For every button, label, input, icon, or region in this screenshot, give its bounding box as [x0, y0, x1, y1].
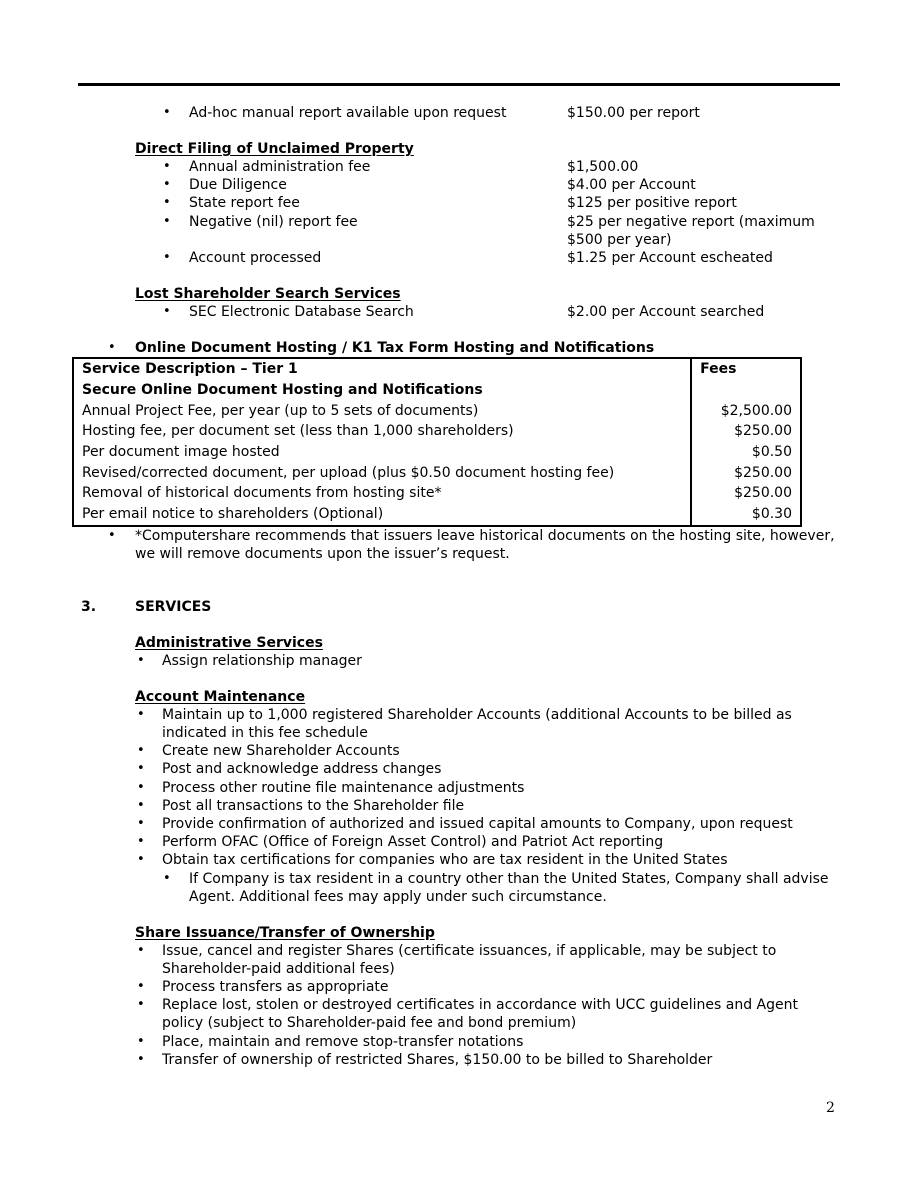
bullet-icon: • — [137, 979, 145, 994]
service-cell: Per email notice to shareholders (Optional) — [73, 504, 691, 526]
table-subheading-row — [73, 380, 801, 401]
bullet-icon: • — [137, 834, 145, 849]
bullet-icon: • — [108, 528, 116, 543]
page-number: 2 — [826, 1100, 835, 1116]
share-issuance-heading: Share Issuance/Transfer of Ownership — [135, 925, 435, 941]
bullet-icon: • — [137, 743, 145, 758]
admin-services-heading: Administrative Services — [135, 635, 323, 651]
account-item: Process other routine file maintenance adjustments — [162, 780, 525, 796]
fee-cell: $250.00 — [734, 423, 792, 440]
lost-shareholder-item-label: SEC Electronic Database Search — [189, 304, 414, 320]
account-item: Create new Shareholder Accounts — [162, 743, 400, 759]
bullet-icon: • — [137, 943, 145, 958]
bullet-icon: • — [163, 195, 171, 210]
direct-filing-item-label: Negative (nil) report fee — [189, 214, 358, 230]
share-item: Place, maintain and remove stop-transfer notations — [162, 1034, 524, 1050]
bullet-icon: • — [137, 761, 145, 776]
bullet-icon: • — [163, 250, 171, 265]
account-item: Obtain tax certifications for companies who are tax resident in the United States — [162, 852, 728, 868]
account-item: Provide confirmation of authorized and issued capital amounts to Company, upon request — [162, 816, 793, 832]
direct-filing-item-price: $125 per positive report — [567, 195, 737, 211]
table-subheading: Secure Online Document Hosting and Notifications — [73, 380, 691, 401]
section-number: 3. — [81, 599, 97, 615]
direct-filing-item-price: $1.25 per Account escheated — [567, 250, 773, 266]
bullet-icon: • — [163, 304, 171, 319]
account-maintenance-heading: Account Maintenance — [135, 689, 306, 705]
direct-filing-item-label: Account processed — [189, 250, 322, 266]
bullet-icon: • — [137, 997, 145, 1012]
hosting-footnote: *Computershare recommends that issuers leave historical documents on the hosting site, however, we will remove documents upon the issuer’s request. — [135, 528, 835, 562]
bullet-icon: • — [163, 871, 171, 886]
bullet-icon: • — [137, 798, 145, 813]
bullet-icon: • — [137, 1034, 145, 1049]
table-header-row — [73, 358, 801, 380]
admin-item: Assign relationship manager — [162, 653, 362, 669]
service-cell: Annual Project Fee, per year (up to 5 sets of documents) — [73, 400, 691, 421]
bullet-icon: • — [163, 105, 171, 120]
hosting-heading: Online Document Hosting / K1 Tax Form Hosting and Notifications — [135, 340, 655, 356]
bullet-icon: • — [137, 653, 145, 668]
bullet-icon: • — [163, 177, 171, 192]
direct-filing-item-price: $1,500.00 — [567, 159, 639, 175]
bullet-icon: • — [163, 214, 171, 229]
direct-filing-heading: Direct Filing of Unclaimed Property — [135, 141, 414, 157]
fee-cell: $2,500.00 — [720, 402, 792, 419]
service-cell: Revised/corrected document, per upload (plus $0.50 document hosting fee) — [73, 462, 691, 483]
bullet-icon: • — [137, 816, 145, 831]
direct-filing-item-label: State report fee — [189, 195, 300, 211]
adhoc-price: $150.00 per report — [567, 105, 700, 121]
bullet-icon: • — [137, 780, 145, 795]
account-subitem: If Company is tax resident in a country other than the United States, Company shall advise Agent. Additional fees may apply under such circumstance. — [189, 871, 829, 905]
share-item: Process transfers as appropriate — [162, 979, 389, 995]
adhoc-label: Ad-hoc manual report available upon request — [189, 105, 507, 121]
table-row — [73, 504, 801, 526]
service-cell: Removal of historical documents from hosting site* — [73, 483, 691, 504]
table-row — [73, 462, 801, 483]
fee-cell: $0.50 — [751, 444, 792, 461]
bullet-icon: • — [137, 1052, 145, 1067]
service-cell: Per document image hosted — [73, 442, 691, 463]
share-item: Issue, cancel and register Shares (certificate issuances, if applicable, may be subject to Shareholder-paid additional fees) — [162, 943, 777, 977]
direct-filing-item-label: Annual administration fee — [189, 159, 371, 175]
account-item: Maintain up to 1,000 registered Shareholder Accounts (additional Accounts to be billed as indicated in this fee schedule — [162, 707, 792, 741]
share-item: Transfer of ownership of restricted Shares, $150.00 to be billed to Shareholder — [162, 1052, 713, 1068]
table-row — [73, 483, 801, 504]
table-row — [73, 442, 801, 463]
account-item: Post all transactions to the Shareholder file — [162, 798, 465, 814]
bullet-icon: • — [137, 707, 145, 722]
share-item: Replace lost, stolen or destroyed certificates in accordance with UCC guidelines and Agent policy (subject to Shareholder-paid fee and bond premium) — [162, 997, 798, 1031]
direct-filing-item-price: $25 per negative report (maximum $500 per year) — [567, 214, 815, 248]
bullet-icon: • — [137, 852, 145, 867]
fee-cell: $250.00 — [734, 485, 792, 502]
account-item: Post and acknowledge address changes — [162, 761, 442, 777]
col-service-header: Service Description – Tier 1 — [73, 358, 691, 380]
direct-filing-item-price: $4.00 per Account — [567, 177, 696, 193]
col-fees-header: Fees — [700, 361, 737, 378]
table-row — [73, 400, 801, 421]
lost-shareholder-heading: Lost Shareholder Search Services — [135, 286, 401, 302]
service-cell: Hosting fee, per document set (less than 1,000 shareholders) — [73, 421, 691, 442]
fee-cell: $0.30 — [751, 506, 792, 523]
lost-shareholder-item-price: $2.00 per Account searched — [567, 304, 765, 320]
hosting-fee-table — [72, 357, 802, 527]
account-item: Perform OFAC (Office of Foreign Asset Control) and Patriot Act reporting — [162, 834, 664, 850]
header-rule — [78, 83, 840, 86]
section-title: SERVICES — [135, 599, 212, 615]
bullet-icon: • — [108, 340, 116, 355]
direct-filing-item-label: Due Diligence — [189, 177, 287, 193]
bullet-icon: • — [163, 159, 171, 174]
table-row — [73, 421, 801, 442]
fee-cell: $250.00 — [734, 464, 792, 481]
